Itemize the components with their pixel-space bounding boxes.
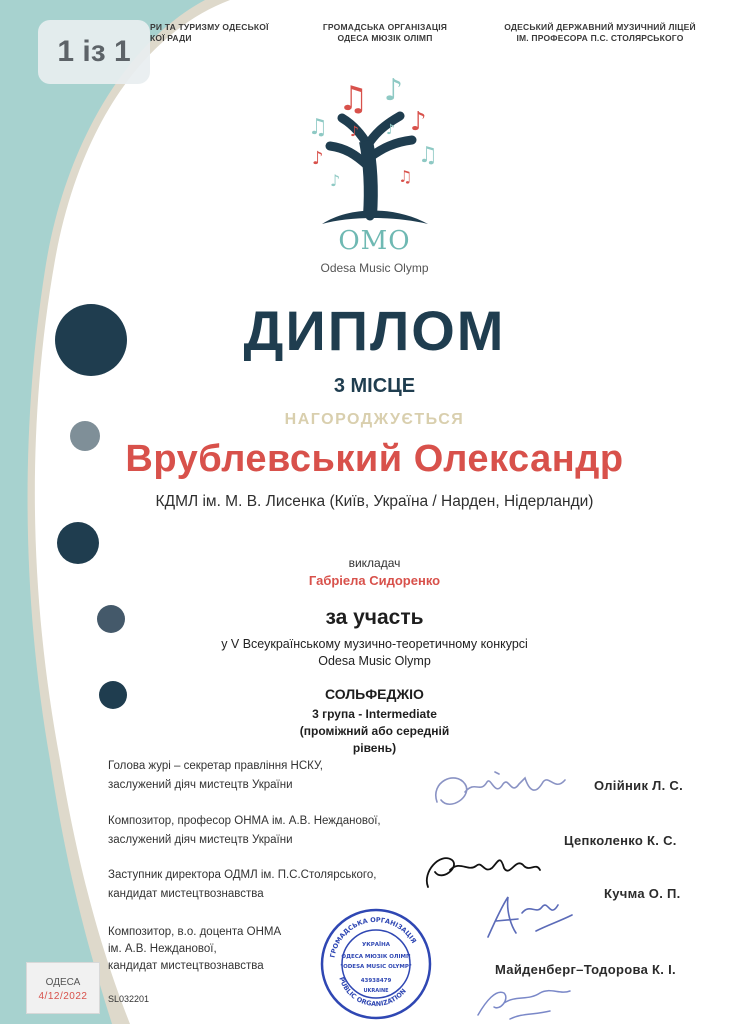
svg-text:43938479: 43938479 [360,978,392,984]
header-center-org: ГРОМАДСЬКА ОРГАНІЗАЦІЯ ОДЕСА МЮЗІК ОЛІМП [322,22,448,43]
svg-text:ОДЕСА МЮЗІК ОЛІМП: ОДЕСА МЮЗІК ОЛІМП [341,954,411,960]
recipient-name: Врублевський Олександр [125,438,624,480]
signatory-name-1: Олійник Л. С. [594,778,684,793]
official-stamp [318,906,434,1022]
signatory-name-4: Майденберг–Тодорова К. І. [495,962,676,977]
svg-text:♫: ♫ [398,167,413,186]
group-line-3: рівень) [352,741,397,755]
music-tree-logo [290,66,460,236]
for-participation: за участь [325,606,424,629]
date-box [26,962,100,1014]
signatory-role-3: Заступник директора ОДМЛ ім. П.С.Столярського, кандидат мистецтвознавства [108,869,377,900]
signatory-name-2: Цепколенко К. С. [564,833,677,848]
logo-name: Odesa Music Olymp [320,261,429,275]
page-indicator: 1 із 1 [38,20,150,84]
svg-text:♫: ♫ [418,143,438,168]
contest-line-1: у V Всеукраїнському музично-теоретичному конкурсі [221,637,528,651]
svg-text:♪: ♪ [312,148,324,169]
place-text: 3 МІСЦЕ [333,375,416,397]
svg-text:♪: ♪ [330,171,341,190]
school-name: КДМЛ ім. М. В. Лисенка (Київ, Україна / Нарден, Нідерланди) [155,493,594,510]
signatory-role-2: Композитор, професор ОНМА ім. А.В. Нежданової, заслужений діяч мистецтв України [108,815,381,846]
logo-abbreviation: OMO [338,226,411,256]
signatory-name-3: Кучма О. П. [604,886,681,901]
svg-text:"ODESA MUSIC OLYMP": "ODESA MUSIC OLYMP" [340,964,412,970]
svg-text:♫: ♫ [338,79,369,119]
header-left-org: РИ ТА ТУРИЗМУ ОДЕСЬКОЇ КОЇ РАДИ [150,22,269,43]
signatory-role-4: Композитор, в.о. доцента ОНМА ім. А.В. Нежданової, кандидат мистецтвознавства [108,926,282,972]
signature-4 [470,975,580,1024]
serial-number: SL032201 [108,994,150,1004]
svg-text:УКРАЇНА: УКРАЇНА [362,942,390,948]
teacher-name: Габріела Сидоренко [308,573,441,588]
svg-text:ГРОМАДСЬКА ОРГАНІЗАЦІЯ: ГРОМАДСЬКА ОРГАНІЗАЦІЯ [328,915,418,959]
footer-city: ОДЕСА [45,977,81,988]
header-right-org: ОДЕСЬКИЙ ДЕРЖАВНИЙ МУЗИЧНИЙ ЛІЦЕЙ ІМ. ПРОФЕСОРА П.С. СТОЛЯРСЬКОГО [504,22,696,43]
svg-text:♪: ♪ [350,124,359,140]
footer-date: 4/12/2022 [38,991,88,1002]
svg-text:♪: ♪ [410,107,427,137]
diploma-title: ДИПЛОМ [243,299,506,362]
svg-text:♫: ♫ [308,115,328,140]
contest-line-2: Odesa Music Olymp [318,654,431,668]
group-line-1: 3 група - Intermediate [312,707,437,721]
signatory-role-1: Голова журі – секретар правління НСКУ, заслужений діяч мистецтв України [108,760,323,791]
awarded-text: НАГОРОДЖУЄТЬСЯ [284,411,465,428]
signature-1 [425,762,585,822]
subject: СОЛЬФЕДЖІО [325,686,424,702]
teacher-label: викладач [348,556,401,570]
svg-text:♪: ♪ [384,73,404,108]
signature-3 [478,885,578,945]
svg-text:PUBLIC ORGANIZATION: PUBLIC ORGANIZATION [337,975,408,1009]
svg-text:UKRAINE: UKRAINE [363,988,389,994]
group-line-2: (проміжний або середній [299,724,450,738]
svg-text:♪: ♪ [386,122,395,138]
